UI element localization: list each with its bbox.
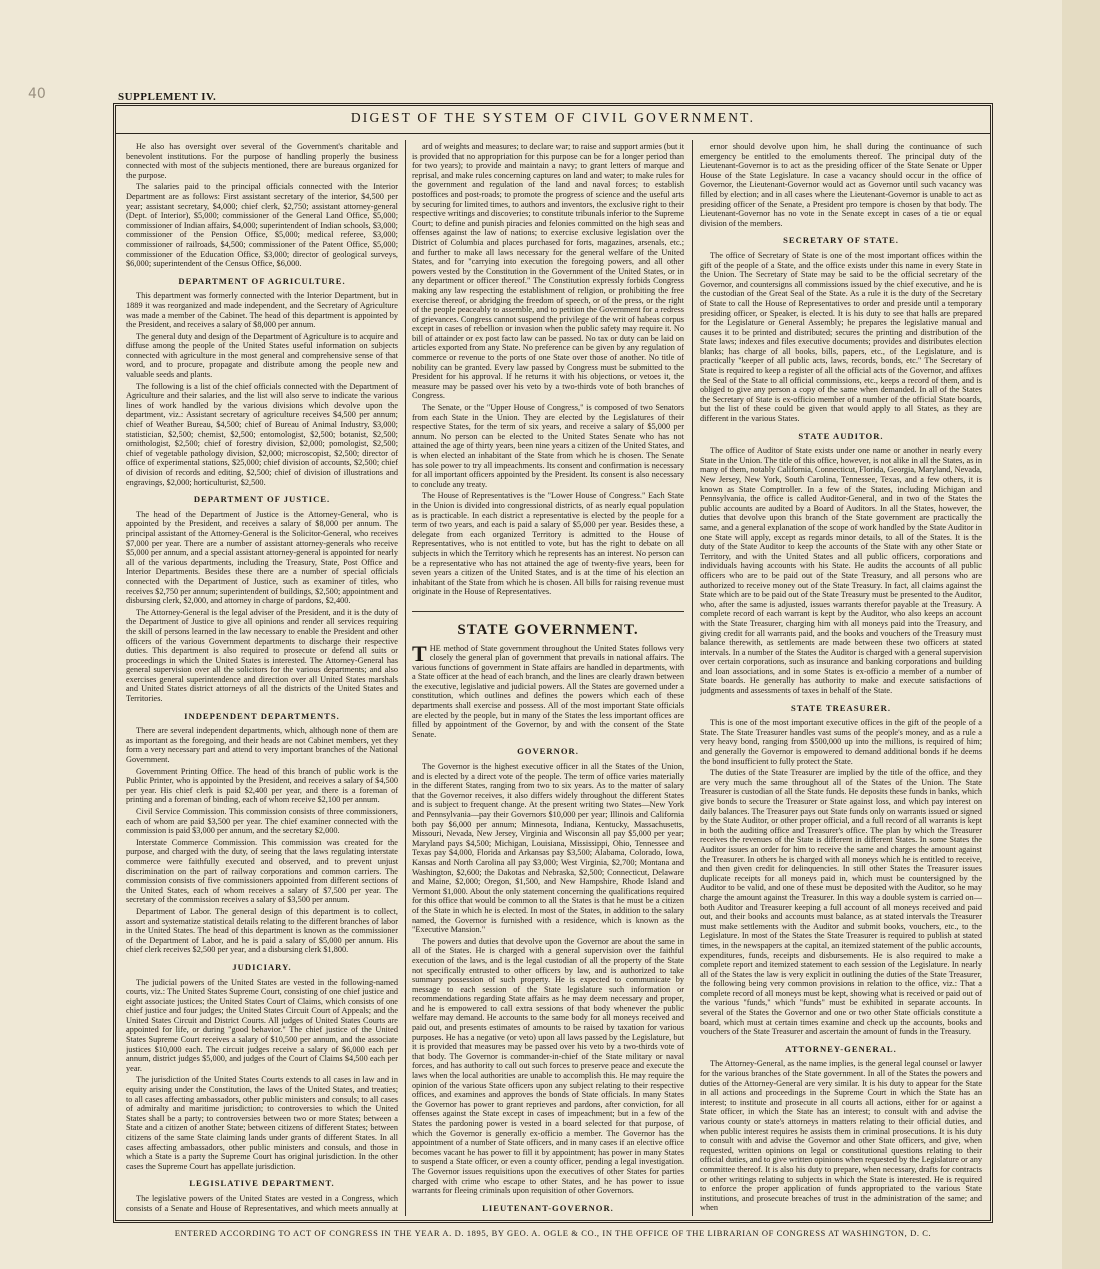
- paragraph-dropcap: THE method of State government throughout the United States follows very closely the general plan of government that prevails in national affairs. The various functions of government in State affairs are handled in departments, with a State officer at the head of each branch, and the lines are clearly drawn between the executive, legislative and judicial powers. All the States are governed under a constitution, which outlines and defines the powers which each of these departments shall exercise and possess. All of the most important State officials are elected by the people, but in many of the States the less important offices are filled by appointment of the Governor, by and with the consent of the State Senate.: [412, 640, 684, 739]
- paragraph: The powers and duties that devolve upon the Governor are about the same in all of the States. He is charged with a general supervision over the faithful execution of the laws, and is the legal custodian of all the property of the State not specifically entrusted to other officers by law, and is authorized to take summary possession of such property. He is expected to communicate by message to each session of the State legislature such information or recommendations regarding State affairs as he may deem necessary and proper, and he is empowered to call extra sessions of that body whenever the public welfare may demand. He accounts to the same body for all moneys received and paid out, and presents estimates of amounts to be raised by taxation for various purposes. He has a negative (or veto) upon all laws passed by the Legislature, but it is provided that measures may be passed over his veto by a two-thirds vote of that body. The Governor is commander-in-chief of the State military or naval forces, and has authority to call out such forces to preserve peace and execute the laws when the local authorities are unable to accomplish this. He may require the opinion of the various State officers upon any subject relating to their respective offices, and examines and approves the bonds of State officials. In many States the Governor has power to grant reprieves and pardons, after conviction, for all offenses against the State except in cases of impeachment; but in a few of the States the pardoning power is vested in a board selected for that purpose, of which the Governor is generally ex-officio a member. The Governor has the appointment of a number of State officers, and in many cases if an elective office becomes vacant he has power to fill it by appointment; has power in many States to suspend a State officer, or even a county officer, pending a legal investigation. The Governor issues requisitions upon the executives of other States for parties charged with crime who escape to other States, and he has power to issue warrants for fleeing criminals upon requisition of other Governors.: [412, 936, 684, 1196]
- section-heading-justice: DEPARTMENT OF JUSTICE.: [193, 494, 331, 505]
- paragraph: The Senate, or the "Upper House of Congress," is composed of two Senators from each State in the Union. They are elected by the Legislatures of their respective States, for the term of six years, and receive a salary of $5,000 per annum. No person can be elected to the United States Senate who has not attained the age of thirty years, been nine years a citizen of the United States, and is when elected an inhabitant of the State from which he is chosen. The Senate has sole power to try all impeachments. Its consent and confirmation is necessary for all important officers appointed by the President. Its consent is also necessary to conclude any treaty.: [412, 403, 684, 489]
- paragraph: The duties of the State Treasurer are implied by the title of the office, and they are very much the same throughout all of the States of the Union. The State Treasurer is custodian of all the State funds. He deposits these funds in banks, which give bonds to secure the Treasurer or State against loss, and which pay interest on daily balances. The Treasurer pays out State funds only on warrants issued or signed by the State Auditor, or other proper official, and a full record of all warrants is kept in both the auditing office and Treasurer's office. The plan by which the Treasurer receives the revenues of the State is different in different States. In some States the Auditor issues an order for him to receive the same and charges the amount against the Treasurer. In others he is charged with all moneys which he is entitled to receive, and then given credit for delinquencies. In still other States the Treasurer issues duplicate receipts for all moneys paid in, which must be countersigned by the Auditor to be valid, and one of these must be deposited with the Auditor, so he may charge the amount against the Treasurer. In this way a double system is carried on—both Auditor and Treasurer keeping a full account of all moneys received and paid out, and their books and accounts must balance, as at stated intervals the Treasurer must make settlements with the Auditor and submit books, vouchers, etc., to the Legislature. In most of the States the State Treasurer is required to publish at stated times, in the newspapers at the capital, an itemized statement of the public accounts, expenditures, funds, receipts and disbursements. He is also required to make a complete report and itemized statement to each session of the Legislature. In nearly all of the States the law is very explicit in outlining the duties of the State Treasurer, the following being very common provisions in relation to the office, viz.: That a complete record of all moneys must be kept, showing what is received or paid out of the various "funds," which "funds" must be exhibited in separate accounts. In several of the States the Governor and one or two other State officials constitute a board, which must at certain times examine and check up the accounts, books and vouchers of the State Treasurer and ascertain the amount of funds in the Treasury.: [700, 768, 982, 1037]
- paragraph: ard of weights and measures; to declare war; to raise and support armies (but it is provided that no appropriation for this purpose can be for a longer period than for two years); to provide and maintain a navy; to grant letters of marque and reprisal, and make rules concerning captures on land and water; to make rules for the government and regulation of the land and naval forces; to establish postoffices and post-roads; to promote the progress of science and the useful arts by securing for limited times, to authors and inventors, the exclusive right to their respective writings and discoveries; to constitute tribunals inferior to the Supreme Court; to define and punish piracies and felonies committed on the high seas and offenses against the law of nations; to exercise exclusive legislation over the District of Columbia and places purchased for forts, magazines, arsenals, etc.; and further to make all laws necessary for the general welfare of the United States, and for "carrying into execution the foregoing powers, and all other powers vested by the Constitution in the Government of the United States, or in any department or officer thereof." The Constitution expressly forbids Congress making any law respecting the establishment of religion, or prohibiting the free exercise thereof, or abridging the freedom of speech, or of the press, or the right of the people peaceably to assemble, and to petition the Government for a redress of grievances. Congress cannot suspend the privilege of the writ of habeas corpus except in cases of rebellion or invasion when the public safety may require it. No bill of attainder or ex post facto law can be passed. No tax or duty can be laid on articles exported from any State. No preference can be given by any regulation of commerce or revenue to the ports of one State over those of another. No title of nobility can be granted. Every law passed by Congress must be submitted to the President for his approval. If he returns it with his objections, or vetoes it, the measure may be passed over his veto by a two-thirds vote of both branches of Congress.: [412, 142, 684, 401]
- paragraph: Department of Labor. The general design of this department is to collect, assort and systematize statistical details relating to the different branches of labor in the United States. The head of this department is known as the commissioner of the Department of Labor, and he is paid a salary of $5,000 per annum. His chief clerk receives $2,500 per year, and a disbursing clerk $1,800.: [126, 906, 398, 955]
- paragraph: The House of Representatives is the "Lower House of Congress." Each State in the Union is divided into congressional districts, of as nearly equal population as is practicable. In each district a representative is elected by the people for a term of two years, and each is paid a salary of $5,000 per year. Besides these, a delegate from each organized Territory is admitted to the House of Representatives, who is not entitled to vote, but has the right to debate on all subjects in which the Territory which he represents has an interest. No person can be a representative who has not attained the age of twenty-five years, been for seven years a citizen of the United States, and is at the time of his election an inhabitant of the State from which he is chosen. All bills for raising revenue must originate in the House of Representatives.: [412, 491, 684, 597]
- paragraph: The head of the Department of Justice is the Attorney-General, who is appointed by the President, and receives a salary of $8,000 per annum. The principal assistant of the Attorney-General is the Solicitor-General, who receives $7,000 per year. There are a number of assistant attorney-generals who receive $5,000 per annum, and a special assistant attorney-general is appointed for nearly all of the various departments, including the Treasury, State, Post Office and Interior Departments. Besides these there are a number of special officials connected with the Department of Justice, such as examiner of titles, who receives $2,750 per annum; superintendent of buildings, $2,500; appointment and disbursing clerk, $2,000, and attorney in charge of pardons, $2,400.: [126, 509, 398, 606]
- paper-edge: [1062, 0, 1100, 1269]
- paragraph: This is one of the most important executive offices in the gift of the people of a State. The State Treasurer handles vast sums of the people's money, and as a rule a very heavy bond, ranging from $500,000 up into the millions, is required of him; and generally the Governor is empowered to demand additional bonds if he deems the bond insufficient to fully protect the State.: [700, 718, 982, 766]
- paragraph: Civil Service Commission. This commission consists of three commissioners, each of whom are paid $3,500 per year. The chief examiner connected with the commission is paid $3,000 per annum, and the secretary $2,000.: [126, 807, 398, 836]
- column-2: [412, 142, 684, 1214]
- section-heading-lieutenant-governor: LIEUTENANT-GOVERNOR.: [482, 1202, 614, 1213]
- paragraph: He also has oversight over several of the Government's charitable and benevolent institutions. For the purpose of handling properly the business connected with most of the subjects mentioned, there are bureaus organized for the purpose.: [126, 142, 398, 180]
- paragraph: The Attorney-General, as the name implies, is the general legal counsel or lawyer for the various branches of the State government. In all of the States the powers and duties of the Attorney-General are very similar. It is his duty to appear for the State in all actions and proceedings in the Supreme Court in which the State has an interest; to institute and prosecute in all courts all actions, either for or against a State officer, in which the State has an interest; to consult with and advise the various county or state's attorneys in matters relating to their official duties, and when public interest requires he assists them in criminal prosecutions. It is his duty to consult with and advise the Governor and other State officers, and give, when requested, written opinions on legal or constitutional questions relating to their official duties, and to give written opinions when requested by the Legislature or any committee thereof. It is also his duty to prepare, when necessary, drafts for contracts or other writings relating to subjects in which the State is interested. He is required to enforce the proper application of funds appropriated to the various State institutions, and prosecute breaches of trust in the administration of the same; and when: [700, 1059, 982, 1213]
- paragraph: The office of Auditor of State exists under one name or another in nearly every State in the Union. The title of this office, however, is not alike in all the States, as in many of them, notably California, Connecticut, Florida, Georgia, Maryland, Nevada, New Jersey, New York, South Carolina, Tennessee, Texas, and a few others, it is known as State Comptroller. In a few of the States, including Michigan and Pennsylvania, the office is called Auditor-General, and in two of the States the public accounts are audited by a Board of Auditors. In all the States, however, the duties that devolve upon this branch of the State government are practically the same, and a general explanation of the scope of work handled by the State Auditor in one State will apply, except as regards minor details, to all of the States. It is the duty of the State Auditor to keep the accounts of the State with any other State or Territory, and with the United States and all public officers, corporations and individuals having accounts with his State. He audits the accounts of all public officers who are to be paid out of the State Treasury, and all persons who are authorized to receive money out of the State Treasury. In fact, all claims against the State which are to be paid out of the State Treasury must be presented to the Auditor, who, after the same is adjusted, issues warrants therefor payable at the Treasury. A complete record of each warrant is kept by the Auditor, who also keeps an account with the State Treasurer, charging him with all moneys paid into the Treasury, and giving credit for all warrants paid, and the books and vouchers of the Treasury must balance therewith, as settlements are made between these two officers at stated intervals. In a number of the States the Auditor is charged with a general supervision over certain corporations, such as insurance and banking corporations and building and loan associations, and in some States is ex-officio a member of a number of State boards. He generally has authority to make and execute satisfactions of judgments and assessments of taxes in behalf of the State.: [700, 446, 982, 696]
- paragraph: The legislative powers of the United States are vested in a Congress, which consists of a Senate and House of Representatives, and which meets annually at: [126, 1193, 398, 1213]
- column-divider-2: [692, 140, 693, 1216]
- paragraph: The jurisdiction of the United States Courts extends to all cases in law and in equity arising under the Constitution, the laws of the United States, and treaties; to all cases affecting ambassadors, other public ministers and consuls; to all cases of admiralty and maritime jurisdiction; to controversies to which the United States shall be a party; to controversies between two or more States; between a State and a citizen of another State; between citizens of different States; between citizens of the same State claiming lands under grants of different States. In all cases affecting ambassadors, other public ministers and consuls, and those in which a State is a party the Supreme Court has original jurisdiction. In the other cases the Supreme Court has appellate jurisdiction.: [126, 1075, 398, 1171]
- paragraph: Interstate Commerce Commission. This commission was created for the purpose, and charged with the duty, of seeing that the laws regulating interstate commerce were faithfully executed and observed, and to prevent unjust discrimination on the part of railway corporations and common carriers. The commission consists of five commissioners appointed from different sections of the United States, each of whom receives a salary of $7,500 per year. The secretary of the commission receives a salary of $3,500 per annum.: [126, 837, 398, 905]
- pencil-page-number: 40: [28, 86, 46, 102]
- section-heading-agriculture: DEPARTMENT OF AGRICULTURE.: [178, 275, 346, 286]
- paragraph: The Attorney-General is the legal adviser of the President, and it is the duty of the Department of Justice to give all opinions and render all services requiring the skill of persons learned in the law necessary to enable the President and other officers of the various Government departments to discharge their respective duties. This department is also required to prosecute or defend all suits or proceedings in which the United States is interested. The Attorney-General has general supervision over all the solicitors for the various departments; and also exercises general superintendence and direction over all United States marshals and United States district attorneys of all the districts of the United States and Territories.: [126, 607, 398, 704]
- title-rule: [116, 133, 990, 134]
- section-heading-state-treasurer: STATE TREASURER.: [790, 702, 892, 713]
- paragraph: The following is a list of the chief officials connected with the Department of Agriculture and their salaries, and the list will also serve to indicate the various lines of work handled by the various divisions which devolve upon the department, viz.: Assistant secretary of agriculture receives $4,500 per annum; chief of Weather Bureau, $4,500; chief of Bureau of Animal Industry, $3,000; statistician, $2,500; chemist, $2,500; entomologist, $2,500; botanist, $2,500; ornithologist, $2,500; chief of forestry division, $2,000; pomologist, $2,500; chief of vegetable pathology division, $2,000; microscopist, $2,500; director of office of experimental stations, $25,000; chief division of accounts, $2,500; chief of division of records and editing, $2,500; chief of division of illustrations and engravings, $2,000; horticulturist, $2,500.: [126, 381, 398, 487]
- supplement-label: SUPPLEMENT IV.: [118, 91, 217, 103]
- paragraph: The general duty and design of the Department of Agriculture is to acquire and diffuse among the people of the United States useful information on subjects connected with agriculture in the most general and comprehensive sense of that word, and to procure, propagate and distribute among the people new and valuable seeds and plants.: [126, 331, 398, 380]
- section-heading-state-auditor: STATE AUDITOR.: [798, 430, 884, 441]
- paragraph: There are several independent departments, which, although none of them are as important as the foregoing, and their heads are not Cabinet members, yet they form a very necessary part and attend to very important branches of the National Government.: [126, 726, 398, 765]
- section-heading-legislative: LEGISLATIVE DEPARTMENT.: [189, 1178, 335, 1189]
- page-title: DIGEST OF THE SYSTEM OF CIVIL GOVERNMENT.: [350, 110, 756, 125]
- state-government-title: STATE GOVERNMENT.: [412, 611, 684, 636]
- copyright-footer: ENTERED ACCORDING TO ACT OF CONGRESS IN THE YEAR A. D. 1895, BY GEO. A. OGLE & CO., IN THE OFFICE OF THE LIBRARIAN OF CONGRESS AT WASHINGTON, D. C.: [174, 1228, 932, 1238]
- column-3: [700, 142, 982, 1214]
- paragraph: Government Printing Office. The head of this branch of public work is the Public Printer, who is appointed by the President, and receives a salary of $4,500 per year. His chief clerk is paid $2,400 per year, and there is a foreman of printing and a foreman of binding, each of whom receive $2,100 per annum.: [126, 766, 398, 805]
- section-heading-attorney-general: ATTORNEY-GENERAL.: [785, 1043, 897, 1054]
- paragraph: The office of Secretary of State is one of the most important offices within the gift of the people of a State, and the office exists under this name in every State in the Union. The Secretary of State may be said to be the official secretary of the Governor, and countersigns all commissions issued by the chief executive, and he is the custodian of the Great Seal of the State. As a rule it is the duty of the Secretary of State to call the House of Representatives to order and preside until a temporary presiding officer, or Speaker, is elected. It is his duty to see that halls are prepared for the Legislature or General Assembly; he prepares the legislative manual and causes it to be printed and distributed; secures the printing and distribution of the State laws; indexes and files executive documents; provides and distributes election blanks; has charge of all books, bills, papers, etc., of the Legislature, and is practically "keeper of all public acts, laws, records, bonds, etc." The Secretary of State is required to keep a register of all the official acts of the Governor, and affixes the Seal of the State to all official commissions, etc., keeps a record of them, and is obliged to give any person a copy of the same when demanded. In all of the States the Secretary of State is ex-officio member of a number of the official State boards, but the list of these could be given that would apply to all States, as they are different in the various States.: [700, 250, 982, 424]
- document-frame: [113, 103, 993, 1223]
- paragraph: The salaries paid to the principal officials connected with the Interior Department are as follows: First assistant secretary of the interior, $4,500 per year; assistant secretary, $4,000; chief clerk, $2,750; assistant attorney-general (Dept. of Interior), $5,000; commissioner of the General Land Office, $5,000; commissioner of Indian affairs, $4,000; superintendent of Indian schools, $3,000; commissioner of the Pension Office, $5,000; medical referee, $3,000; commissioner of railroads, $4,500; commissioner of the Patent Office, $5,000; commissioner of the Education Office, $3,000; director of geological surveys, $6,000; superintendent of the Census Office, $6,000.: [126, 182, 398, 269]
- paragraph: This department was formerly connected with the Interior Department, but in 1889 it was reorganized and made independent, and the Secretary of Agriculture was made a member of the Cabinet. The head of this department is appointed by the President, and receives a salary of $8,000 per annum.: [126, 291, 398, 330]
- paragraph: The judicial powers of the United States are vested in the following-named courts, viz.: The United States Supreme Court, consisting of one chief justice and eight associate justices; the United States Court of Claims, which consists of one chief justice and four judges; the United States Circuit Court of Appeals; and the United States Circuit and District Courts. All judges of United States Courts are appointed for life, or during "good behavior." The chief justice of the United States Supreme Court receives a salary of $10,500 per annum, and the associate justices $10,000 each. The circuit judges receive a salary of $6,000 each per annum, district judges $5,000, and judges of the Court of Claims $4,500 each per year.: [126, 977, 398, 1073]
- column-1: [126, 142, 398, 1214]
- section-heading-judiciary: JUDICIARY.: [232, 961, 292, 972]
- paragraph: ernor should devolve upon him, he shall during the continuance of such emergency be entitled to the emoluments thereof. The principal duty of the Lieutenant-Governor is to act as the presiding officer of the State Senate or Upper House of the State Legislature. In case a vacancy should occur in the office of Governor, the Lieutenant-Governor would act as Governor until such vacancy was filled by election; and in all cases where the Lieutenant-Governor is unable to act as presiding officer of the Senate, a President pro tempore is chosen by that body. The Lieutenant-Governor has no vote in the Senate except in cases of a tie or equal division of the members.: [700, 142, 982, 228]
- section-heading-independent: INDEPENDENT DEPARTMENTS.: [184, 710, 340, 721]
- section-heading-secretary-of-state: SECRETARY OF STATE.: [783, 235, 899, 246]
- paragraph: The Governor is the highest executive officer in all the States of the Union, and is elected by a direct vote of the people. The term of office varies materially in the different States, ranging from two to six years. As to the matter of salary that the Governor receives, it also differs widely throughout the different States and is subject to frequent change. At the present writing two States—New York and Pennsylvania—pay their Governors $10,000 per year; Illinois and California both pay $6,000 per annum; Minnesota, Indiana, Kentucky, Massachusetts, Missouri, Nevada, New Jersey, Virginia and Wisconsin all pay $5,000 per year; Maryland pays $4,500; Michigan, Louisiana, Mississippi, Ohio, Tennessee and Texas pay $4,000, Florida and Arkansas pay $3,500; Alabama, Colorado, Iowa, Kansas and North Carolina all pay $3,000; West Virginia, $2,700; Montana and Washington, $2,600; the Dakotas and Nebraska, $2,500; Connecticut, Delaware and Maine, $2,000; Oregon, $1,500, and New Hampshire, Rhode Island and Vermont $1,000. About the only statement concerning the qualifications required for this office that would be common to all the States is that he must be a citizen of the State in which he is elected. In most of the States, in addition to the salary named, the Governor is furnished with a residence, which is known as the "Executive Mansion.": [412, 762, 684, 935]
- section-heading-governor: GOVERNOR.: [517, 746, 579, 757]
- column-divider-1: [405, 140, 406, 1216]
